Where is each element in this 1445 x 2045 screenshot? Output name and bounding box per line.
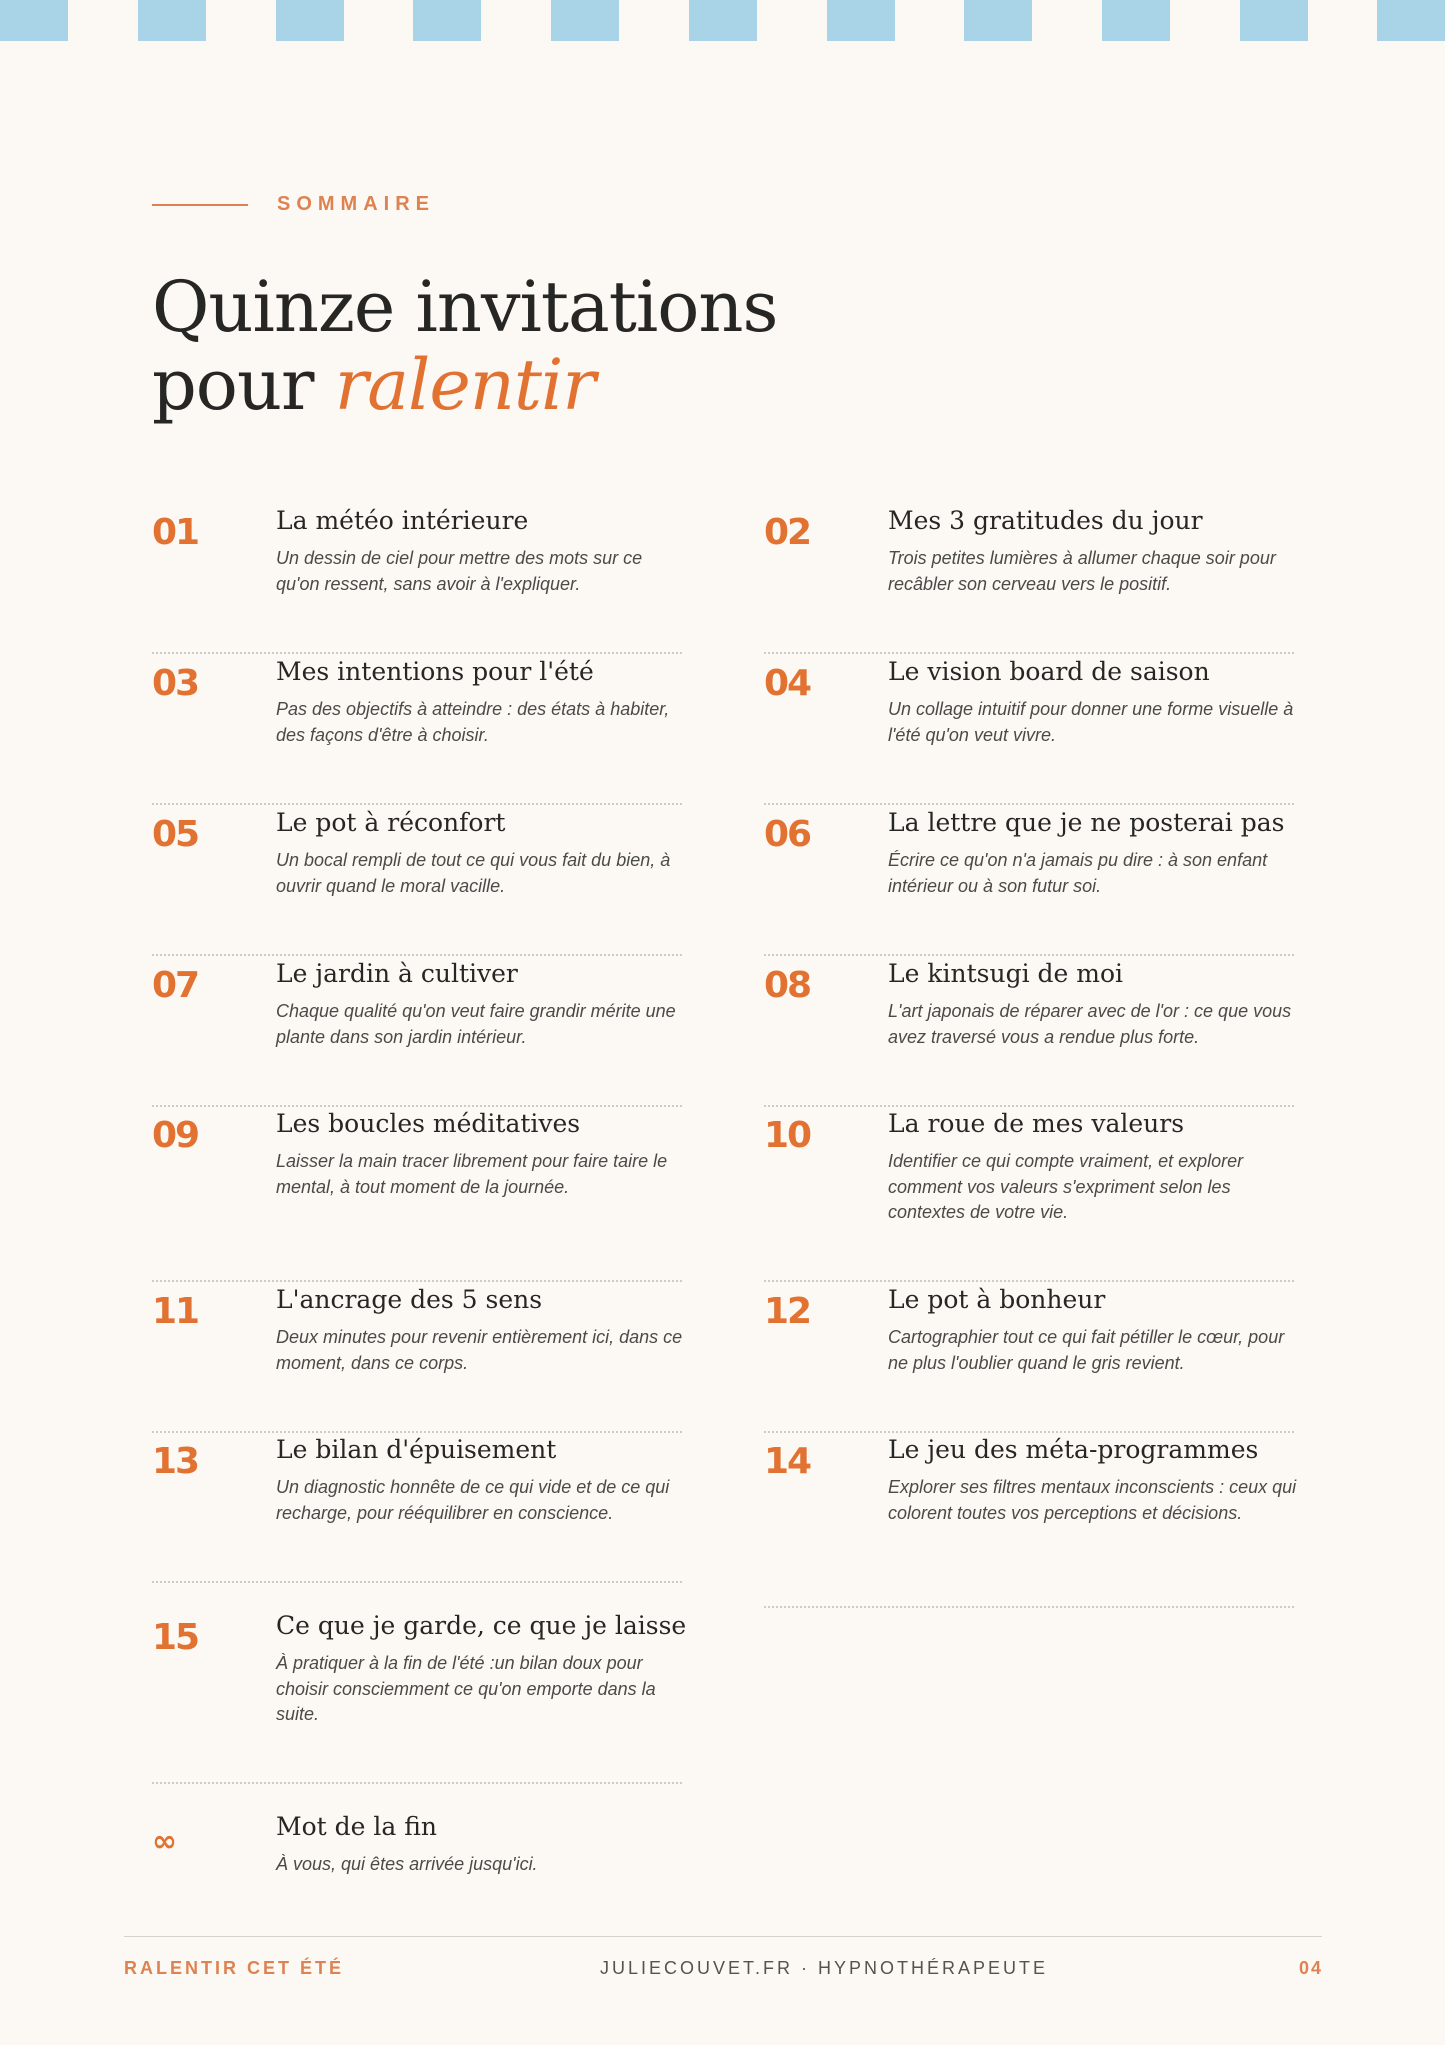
toc-entry-15[interactable] <box>152 1609 687 1784</box>
entry-number: 06 <box>764 814 811 855</box>
entry-title: Le jardin à cultiver <box>276 959 518 988</box>
entry-number: 15 <box>152 1617 199 1658</box>
toc-entry-04[interactable] <box>764 655 1294 805</box>
toc-entry-05[interactable] <box>152 806 682 956</box>
entry-description: Explorer ses filtres mentaux inconscients : ceux qui colorent toutes vos perceptions et décisions. <box>888 1477 1297 1523</box>
entry-description: L'art japonais de réparer avec de l'or : ce que vous avez traversé vous a rendue plus forte. <box>888 1001 1292 1047</box>
entry-title: Mes intentions pour l'été <box>276 657 594 686</box>
page-title <box>152 268 777 424</box>
toc-entry-08[interactable] <box>764 957 1294 1107</box>
toc-entry-11[interactable] <box>152 1283 682 1433</box>
entry-description: Laisser la main tracer librement pour faire taire le mental, à tout moment de la journée. <box>276 1151 668 1197</box>
title-line-2-start: pour <box>152 344 335 426</box>
entry-title: La roue de mes valeurs <box>888 1109 1185 1138</box>
entry-title: Les boucles méditatives <box>276 1109 581 1138</box>
entry-number: 10 <box>764 1115 811 1156</box>
footer-website: JULIECOUVET.FR · HYPNOTHÉRAPEUTE <box>600 1958 1049 1978</box>
entry-number: 11 <box>152 1291 199 1332</box>
top-stripe-border <box>0 0 1445 41</box>
toc-entry-06[interactable] <box>764 806 1294 956</box>
toc-entry-12[interactable] <box>764 1283 1294 1433</box>
toc-entry-03[interactable] <box>152 655 682 805</box>
entry-description: À pratiquer à la fin de l'été :un bilan doux pour choisir consciemment ce qu'on emporte dans la suite. <box>276 1653 656 1724</box>
toc-entry-09[interactable] <box>152 1107 682 1282</box>
title-accent-word: ralentir <box>334 344 595 426</box>
entry-title: Le pot à réconfort <box>276 808 506 837</box>
toc-entry-10[interactable] <box>764 1107 1294 1282</box>
entry-number: 08 <box>764 965 811 1006</box>
entry-title: Mes 3 gratitudes du jour <box>888 506 1203 535</box>
entry-title: La lettre que je ne posterai pas <box>888 808 1285 837</box>
entry-title: Le kintsugi de moi <box>888 959 1124 988</box>
section-kicker <box>152 193 435 216</box>
entry-title: Mot de la fin <box>276 1812 438 1841</box>
entry-description: Chaque qualité qu'on veut faire grandir mérite une plante dans son jardin intérieur. <box>276 1001 676 1047</box>
footer-divider <box>124 1936 1322 1937</box>
entry-description: Pas des objectifs à atteindre : des états à habiter, des façons d'être à choisir. <box>276 699 670 745</box>
entry-title: Le vision board de saison <box>888 657 1210 686</box>
entry-description: Cartographier tout ce qui fait pétiller le cœur, pour ne plus l'oublier quand le gris revient. <box>888 1327 1285 1373</box>
kicker-rule <box>152 204 248 206</box>
entry-title: Le bilan d'épuisement <box>276 1435 557 1464</box>
entry-description: Trois petites lumières à allumer chaque soir pour recâbler son cerveau vers le positif. <box>888 548 1276 594</box>
entry-number: 07 <box>152 965 199 1006</box>
entry-title: Le pot à bonheur <box>888 1285 1106 1314</box>
toc-entry-final[interactable] <box>152 1810 682 1960</box>
entry-title: Le jeu des méta-programmes <box>888 1435 1259 1464</box>
entry-number: 05 <box>152 814 199 855</box>
entry-description: Deux minutes pour revenir entièrement ici, dans ce moment, dans ce corps. <box>276 1327 683 1373</box>
entry-number: 02 <box>764 512 811 553</box>
entry-description: Identifier ce qui compte vraiment, et explorer comment vos valeurs s'expriment selon les contextes de votre vie. <box>888 1151 1244 1222</box>
entry-number: 13 <box>152 1441 199 1482</box>
toc-entry-14[interactable] <box>764 1433 1297 1608</box>
infinity-icon: ∞ <box>152 1824 177 1859</box>
toc-entry-01[interactable] <box>152 504 682 654</box>
entry-number: 01 <box>152 512 199 553</box>
toc-entry-02[interactable] <box>764 504 1294 654</box>
entry-title: La météo intérieure <box>276 506 529 535</box>
kicker-label: SOMMAIRE <box>277 193 435 215</box>
entry-description: Écrire ce qu'on n'a jamais pu dire : à son enfant intérieur ou à son futur soi. <box>888 850 1268 896</box>
entry-description: Un collage intuitif pour donner une forme visuelle à l'été qu'on veut vivre. <box>888 699 1294 745</box>
entry-number: 03 <box>152 663 199 704</box>
entry-number: 12 <box>764 1291 811 1332</box>
footer-book-title: RALENTIR CET ÉTÉ <box>124 1958 345 1978</box>
entry-description: Un diagnostic honnête de ce qui vide et de ce qui recharge, pour rééquilibrer en conscience. <box>276 1477 670 1523</box>
entry-number: 04 <box>764 663 811 704</box>
entry-title: L'ancrage des 5 sens <box>276 1285 543 1314</box>
toc-entry-13[interactable] <box>152 1433 682 1583</box>
title-line-1: Quinze invitations <box>152 266 778 348</box>
toc-entry-07[interactable] <box>152 957 682 1107</box>
entry-number: 09 <box>152 1115 199 1156</box>
entry-title: Ce que je garde, ce que je laisse <box>276 1611 687 1640</box>
entry-number: 14 <box>764 1441 811 1482</box>
entry-description: Un bocal rempli de tout ce qui vous fait du bien, à ouvrir quand le moral vacille. <box>276 850 671 896</box>
entry-description: Un dessin de ciel pour mettre des mots sur ce qu'on ressent, sans avoir à l'expliquer. <box>276 548 643 594</box>
entry-description: À vous, qui êtes arrivée jusqu'ici. <box>276 1854 538 1874</box>
page-number: 04 <box>1298 1958 1323 1978</box>
